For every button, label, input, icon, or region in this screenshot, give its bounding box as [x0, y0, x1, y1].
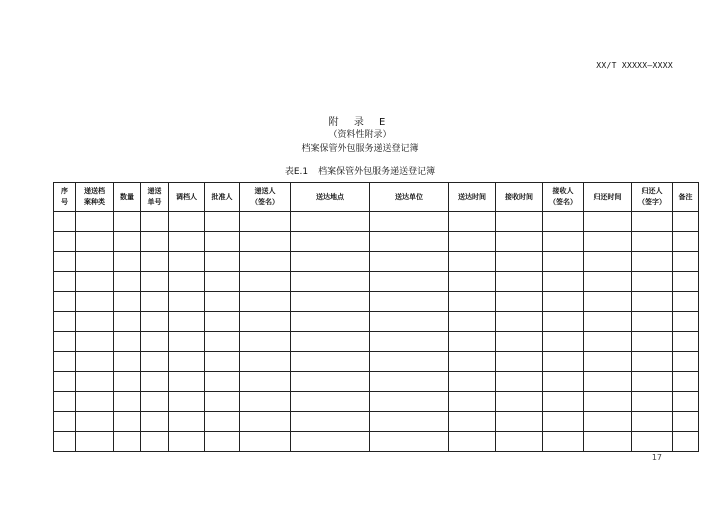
column-header-line: 送达地点 [316, 192, 344, 201]
table-cell [205, 212, 240, 232]
column-header [673, 183, 699, 212]
column-header-line: 案种类 [84, 198, 105, 206]
table-cell [54, 212, 76, 232]
table-cell [673, 212, 699, 232]
column-header [169, 183, 205, 212]
table-cell [240, 232, 291, 252]
table-cell [169, 312, 205, 332]
table-cell [673, 392, 699, 412]
table-cell [76, 212, 114, 232]
table-cell [584, 232, 632, 252]
table-cell [291, 212, 370, 232]
table-cell [370, 232, 449, 252]
table-cell [240, 312, 291, 332]
column-header [291, 183, 370, 212]
table-cell [169, 232, 205, 252]
table-cell [291, 312, 370, 332]
table-cell [205, 432, 240, 452]
table-cell [169, 252, 205, 272]
table-cell [584, 432, 632, 452]
table-cell [240, 292, 291, 312]
table-cell [291, 292, 370, 312]
table-cell [673, 332, 699, 352]
table-cell [291, 252, 370, 272]
table-cell [114, 332, 141, 352]
table-cell [114, 392, 141, 412]
table-cell [240, 272, 291, 292]
column-header [240, 183, 291, 212]
table-cell [496, 212, 543, 232]
table-cell [370, 432, 449, 452]
table-row [54, 332, 699, 352]
table-cell [496, 232, 543, 252]
table-cell [632, 432, 673, 452]
table-cell [141, 392, 169, 412]
table-cell [543, 332, 584, 352]
table-cell [141, 232, 169, 252]
table-cell [114, 272, 141, 292]
table-cell [632, 412, 673, 432]
table-row [54, 372, 699, 392]
table-caption-title: 档案保管外包服务递送登记簿 [318, 167, 436, 177]
table-cell [370, 272, 449, 292]
table-cell [449, 392, 496, 412]
column-header [584, 183, 632, 212]
column-header-line: 送达时间 [458, 192, 486, 201]
table-cell [240, 212, 291, 232]
table-cell [632, 272, 673, 292]
column-header-line: 归还时间 [593, 192, 622, 201]
table-cell [54, 312, 76, 332]
table-row [54, 232, 699, 252]
table-cell [584, 312, 632, 332]
column-header-line: （签名） [251, 198, 279, 206]
table-cell [449, 212, 496, 232]
table-cell [141, 412, 169, 432]
table-cell [632, 292, 673, 312]
column-header-line: 批准人 [211, 192, 233, 201]
table-cell [205, 352, 240, 372]
table-cell [169, 412, 205, 432]
table-cell [673, 232, 699, 252]
column-header [54, 183, 76, 212]
table-cell [370, 292, 449, 312]
table-cell [449, 232, 496, 252]
column-header-line: 递送档 [84, 187, 105, 195]
table-cell [449, 352, 496, 372]
table-cell [543, 392, 584, 412]
table-cell [673, 432, 699, 452]
table-cell [632, 212, 673, 232]
table-cell [543, 412, 584, 432]
table-cell [543, 212, 584, 232]
table-cell [632, 372, 673, 392]
column-header-line: 归还人 [641, 187, 663, 195]
table-cell [114, 232, 141, 252]
table-cell [291, 332, 370, 352]
table-cell [141, 292, 169, 312]
column-header-line: 数量 [120, 192, 134, 201]
table-cell [54, 432, 76, 452]
register-table [53, 182, 699, 452]
column-header-line: 序 [61, 187, 68, 195]
table-cell [449, 252, 496, 272]
table-cell [169, 432, 205, 452]
table-cell [632, 232, 673, 252]
table-cell [370, 352, 449, 372]
table-cell [76, 272, 114, 292]
column-header [543, 183, 584, 212]
table-cell [673, 372, 699, 392]
table-cell [240, 252, 291, 272]
table-cell [496, 332, 543, 352]
column-header-line: 接收人 [552, 187, 574, 195]
table-cell [370, 412, 449, 432]
table-row [54, 432, 699, 452]
column-header-line: 递送 [147, 187, 162, 195]
table-cell [673, 292, 699, 312]
table-cell [496, 372, 543, 392]
table-cell [496, 272, 543, 292]
table-cell [205, 232, 240, 252]
table-cell [76, 312, 114, 332]
table-cell [169, 292, 205, 312]
standard-code: XX/T XXXXX—XXXX [596, 61, 673, 70]
column-header [632, 183, 673, 212]
table-body [54, 212, 699, 452]
table-cell [54, 352, 76, 372]
column-header [141, 183, 169, 212]
table-cell [205, 392, 240, 412]
table-cell [543, 292, 584, 312]
table-cell [54, 252, 76, 272]
column-header [496, 183, 543, 212]
table-cell [240, 432, 291, 452]
table-cell [632, 392, 673, 412]
table-cell [449, 412, 496, 432]
table-cell [370, 392, 449, 412]
table-cell [141, 312, 169, 332]
table-cell [205, 412, 240, 432]
table-cell [496, 312, 543, 332]
column-header-line: 递送人 [254, 187, 276, 195]
table-cell [632, 252, 673, 272]
table-cell [449, 332, 496, 352]
table-row [54, 312, 699, 332]
column-header-line: （签名） [549, 198, 577, 206]
table-cell [114, 252, 141, 272]
table-cell [76, 332, 114, 352]
table-cell [543, 252, 584, 272]
table-cell [205, 332, 240, 352]
column-header [370, 183, 449, 212]
table-cell [291, 352, 370, 372]
table-cell [584, 272, 632, 292]
table-cell [673, 272, 699, 292]
table-cell [114, 412, 141, 432]
table-cell [291, 392, 370, 412]
table-cell [673, 352, 699, 372]
table-cell [543, 432, 584, 452]
column-header [205, 183, 240, 212]
table-cell [141, 432, 169, 452]
table-cell [141, 352, 169, 372]
table-cell [543, 312, 584, 332]
table-cell [632, 332, 673, 352]
column-header-line: 接收时间 [505, 192, 533, 201]
table-cell [584, 372, 632, 392]
table-cell [584, 332, 632, 352]
table-cell [141, 272, 169, 292]
column-header-line: 送达单位 [395, 192, 423, 201]
column-header-line: （签字） [638, 198, 666, 206]
table-cell [449, 292, 496, 312]
table-cell [240, 372, 291, 392]
table-cell [76, 432, 114, 452]
column-header-line: 备注 [678, 192, 693, 201]
table-cell [449, 432, 496, 452]
table-cell [584, 392, 632, 412]
table-cell [169, 392, 205, 412]
table-cell [76, 372, 114, 392]
table-cell [169, 372, 205, 392]
table-cell [291, 432, 370, 452]
table-cell [370, 212, 449, 232]
table-cell [496, 252, 543, 272]
table-caption [0, 164, 720, 177]
table-cell [240, 412, 291, 432]
table-cell [114, 292, 141, 312]
table-cell [54, 232, 76, 252]
table-cell [449, 272, 496, 292]
table-cell [543, 352, 584, 372]
table-cell [673, 412, 699, 432]
table-cell [291, 232, 370, 252]
table-cell [205, 272, 240, 292]
table-cell [543, 372, 584, 392]
table-cell [76, 252, 114, 272]
table-cell [114, 352, 141, 372]
table-cell [673, 252, 699, 272]
table-cell [496, 412, 543, 432]
column-header-line: 调档人 [176, 192, 197, 201]
table-cell [54, 372, 76, 392]
table-cell [240, 392, 291, 412]
table-cell [370, 332, 449, 352]
table-cell [496, 352, 543, 372]
table-row [54, 272, 699, 292]
appendix-note: （资料性附录） [328, 130, 392, 140]
table-cell [449, 372, 496, 392]
table-cell [205, 372, 240, 392]
table-cell [584, 352, 632, 372]
table-cell [141, 372, 169, 392]
appendix-title: 附 录 E [328, 117, 392, 128]
table-cell [114, 212, 141, 232]
table-cell [449, 312, 496, 332]
table-row [54, 212, 699, 232]
table-cell [169, 212, 205, 232]
appendix-name: 档案保管外包服务递送登记簿 [301, 144, 419, 154]
table-row [54, 292, 699, 312]
table-cell [76, 232, 114, 252]
table-cell [291, 372, 370, 392]
table-cell [76, 412, 114, 432]
table-cell [584, 212, 632, 232]
column-header-line: 单号 [147, 198, 162, 206]
table-row [54, 392, 699, 412]
table-cell [141, 212, 169, 232]
table-cell [114, 372, 141, 392]
table-cell [496, 432, 543, 452]
table-cell [54, 332, 76, 352]
table-cell [496, 392, 543, 412]
table-cell [496, 292, 543, 312]
column-header [449, 183, 496, 212]
table-cell [76, 352, 114, 372]
table-caption-number: 表E.1 [284, 167, 309, 177]
table-cell [76, 292, 114, 312]
column-header [114, 183, 141, 212]
table-cell [169, 352, 205, 372]
table-cell [76, 392, 114, 412]
column-header [76, 183, 114, 212]
table-header-row [54, 183, 699, 212]
table-cell [169, 272, 205, 292]
table-cell [632, 352, 673, 372]
table-cell [54, 292, 76, 312]
table-cell [169, 332, 205, 352]
table-cell [240, 332, 291, 352]
table-cell [205, 312, 240, 332]
table-cell [291, 272, 370, 292]
table-cell [370, 372, 449, 392]
table-cell [141, 252, 169, 272]
table-cell [54, 272, 76, 292]
table-cell [240, 352, 291, 372]
table-cell [205, 292, 240, 312]
table-cell [543, 232, 584, 252]
table-cell [114, 432, 141, 452]
table-row [54, 412, 699, 432]
table-cell [205, 252, 240, 272]
table-cell [54, 392, 76, 412]
table-cell [584, 252, 632, 272]
table-cell [141, 332, 169, 352]
table-cell [114, 312, 141, 332]
table-cell [673, 312, 699, 332]
table-cell [370, 252, 449, 272]
table-row [54, 352, 699, 372]
table-cell [632, 312, 673, 332]
table-cell [54, 412, 76, 432]
page-number: 17 [651, 453, 662, 462]
table-cell [543, 272, 584, 292]
table-cell [291, 412, 370, 432]
column-header-line: 号 [61, 198, 68, 206]
table-cell [370, 312, 449, 332]
table-cell [584, 292, 632, 312]
table-row [54, 252, 699, 272]
table-cell [584, 412, 632, 432]
